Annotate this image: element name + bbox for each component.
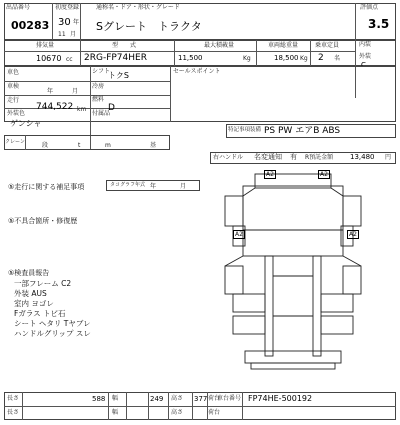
- length-label: 長さ: [7, 395, 20, 402]
- malfunction-title: ⑤不具合箇所・修復歴: [8, 217, 78, 225]
- gross-weight: 18,500: [274, 54, 299, 62]
- displacement-label: 排気量: [36, 42, 55, 49]
- truck-diagram: [215, 166, 375, 376]
- lot-number: 00283: [11, 19, 50, 32]
- inspector-line: Fガラス トビ石: [14, 309, 66, 318]
- recycle-amount: 13,480: [350, 153, 375, 161]
- damage-mark: A2: [320, 171, 328, 178]
- crane-stage-unit: 段: [42, 142, 49, 149]
- displacement-unit: cc: [66, 56, 73, 63]
- tacho-year-unit: 年: [150, 183, 157, 190]
- first-reg-label: 初度登録: [55, 4, 80, 11]
- color-label: 車色: [7, 69, 20, 76]
- inspector-line: 一部フレーム C2: [14, 279, 72, 288]
- inspector-line: ハンドルグリップ スレ: [14, 329, 91, 338]
- month-value: 11: [58, 31, 66, 38]
- shift-value: トクS: [108, 71, 129, 80]
- month-unit: 月: [70, 31, 77, 38]
- width-label: 幅: [112, 395, 119, 402]
- inspector-line: 外装 AUS: [14, 289, 47, 298]
- name-change-label: 名変通知: [254, 153, 282, 161]
- model-label: 型 式: [112, 42, 137, 49]
- capacity-label: 乗車定員: [315, 42, 340, 49]
- gross-weight-unit: Kg: [300, 55, 308, 62]
- height-value: 249: [150, 395, 164, 403]
- damage-title: ⑤走行に関する補足事項: [8, 183, 85, 191]
- model-code: 2RG-FP74HER: [84, 53, 147, 63]
- crane-label: クレーン: [5, 139, 25, 145]
- max-load-label: 最大積載量: [204, 42, 235, 49]
- equipment-value: PS PW エアB ABS: [264, 126, 341, 136]
- crane-ton-unit: t: [78, 142, 81, 149]
- name-change-value: 有: [290, 153, 297, 161]
- damage-mark: A2: [235, 231, 243, 238]
- interior-label: 内装: [359, 41, 372, 48]
- cargo-value: 377: [194, 395, 208, 403]
- tacho-label: タコグラフ年式: [110, 182, 146, 188]
- mileage-label: 走行: [7, 97, 20, 104]
- handle-label: 右ハンドル: [213, 154, 244, 161]
- width-label-2: 幅: [112, 409, 119, 416]
- year-value: 30: [58, 17, 71, 28]
- crane-boom-unit: m: [105, 142, 111, 149]
- height-label-2: 高さ: [171, 409, 184, 416]
- inspector-lines: [14, 279, 91, 339]
- colorno-label: 外装色: [7, 110, 26, 117]
- equipment-label: 特記事項装備: [228, 127, 262, 133]
- cargo-label-2: 荷台: [208, 409, 221, 416]
- model-info-label: 通称名・ドア・形状・グレード: [96, 4, 180, 11]
- sales-point-label: セールスポイント: [173, 68, 221, 75]
- damage-mark: A2: [349, 231, 357, 238]
- inspection-month-unit: 月: [72, 88, 79, 95]
- mileage-unit: km: [77, 106, 87, 113]
- width-value: 588: [92, 395, 106, 403]
- length-label-2: 長さ: [7, 409, 20, 416]
- damage-mark: A2: [266, 171, 274, 178]
- inspection-label: 車検: [7, 83, 20, 90]
- colorno-value: ゲンシャ: [10, 119, 42, 128]
- exterior-label: 外装: [359, 53, 372, 60]
- frame-number: FP74HE-500192: [248, 394, 313, 403]
- inspection-year-unit: 年: [47, 88, 54, 95]
- recycle-label: R預託金額: [305, 154, 334, 161]
- lot-label: 出品番号: [6, 4, 31, 11]
- tacho-month-unit: 月: [180, 183, 187, 190]
- max-load-unit: Kg: [243, 55, 251, 62]
- inspector-line: 室内 ヨゴレ: [14, 299, 54, 308]
- crane-extra-unit: 基: [150, 142, 157, 149]
- exterior-score: C: [361, 61, 366, 69]
- year-unit: 年: [73, 19, 80, 26]
- shift-label: シフト: [92, 68, 111, 75]
- accessories-label: 付属品: [92, 110, 111, 117]
- crane-row: [4, 135, 170, 150]
- body-type: トラクタ: [158, 20, 202, 33]
- fuel-label: 燃料: [92, 96, 105, 103]
- mileage: 744,522: [36, 102, 74, 112]
- recycle-unit: 円: [385, 154, 392, 161]
- height-label: 高さ: [171, 395, 184, 402]
- score: 3.5: [368, 17, 390, 31]
- frame-label: 車台番号: [217, 395, 242, 402]
- capacity: 2: [318, 53, 324, 63]
- max-load: 11,500: [178, 54, 203, 62]
- capacity-unit: 名: [334, 55, 341, 62]
- fuel: D: [108, 103, 115, 113]
- grade: Sグレート: [96, 20, 147, 33]
- score-label: 評価点: [360, 4, 379, 11]
- inspector-line: シート ヘタリ Tヤブレ: [14, 319, 91, 328]
- gross-weight-label: 車両総重量: [268, 42, 299, 49]
- cargo-label: 荷台: [208, 395, 221, 402]
- displacement: 10670: [36, 54, 62, 63]
- inspector-title: ⑤検査員報告: [8, 269, 50, 277]
- ac-label: 冷房: [92, 83, 105, 90]
